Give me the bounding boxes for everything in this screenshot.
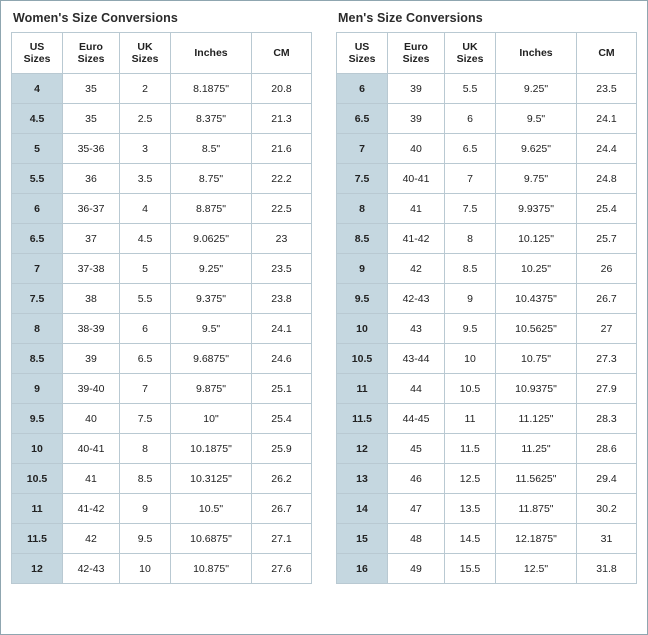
cell-inches: 10" (171, 404, 252, 434)
table-row (337, 194, 637, 224)
cell-uk: 4 (120, 194, 171, 224)
cell-cm: 28.6 (577, 434, 637, 464)
cell-euro: 37 (63, 224, 120, 254)
cell-cm: 31.8 (577, 554, 637, 584)
header-line-1: US (354, 41, 370, 53)
womens-table-head (12, 33, 312, 74)
table-row (12, 224, 312, 254)
cell-uk: 5.5 (120, 284, 171, 314)
cell-cm: 22.2 (252, 164, 312, 194)
header-line-2: Sizes (456, 53, 484, 65)
cell-inches: 9.6875" (171, 344, 252, 374)
cell-us: 5 (12, 134, 63, 164)
cell-inches: 9.25" (496, 74, 577, 104)
table-row (12, 464, 312, 494)
cell-uk: 8 (445, 224, 496, 254)
cell-cm: 26.7 (577, 284, 637, 314)
header-line-2: Sizes (77, 53, 105, 65)
cell-inches: 8.375" (171, 104, 252, 134)
cell-us: 13 (337, 464, 388, 494)
cell-inches: 10.1875" (171, 434, 252, 464)
cell-cm: 26.2 (252, 464, 312, 494)
cell-uk: 7.5 (445, 194, 496, 224)
cell-us: 9.5 (12, 404, 63, 434)
cell-cm: 30.2 (577, 494, 637, 524)
table-row (337, 554, 637, 584)
table-row (337, 224, 637, 254)
table-row (12, 404, 312, 434)
cell-euro: 42 (388, 254, 445, 284)
cell-uk: 11.5 (445, 434, 496, 464)
header-euro-sizes (388, 33, 445, 74)
cell-uk: 2 (120, 74, 171, 104)
cell-cm: 20.8 (252, 74, 312, 104)
cell-inches: 10.9375" (496, 374, 577, 404)
cell-cm: 25.1 (252, 374, 312, 404)
cell-us: 9 (12, 374, 63, 404)
table-row (12, 104, 312, 134)
cell-inches: 12.5" (496, 554, 577, 584)
size-chart-columns (1, 1, 647, 584)
cell-cm: 24.1 (577, 104, 637, 134)
table-row (12, 374, 312, 404)
cell-euro: 46 (388, 464, 445, 494)
table-row (12, 284, 312, 314)
cell-euro: 39 (388, 104, 445, 134)
cell-uk: 5 (120, 254, 171, 284)
cell-euro: 44 (388, 374, 445, 404)
table-row (337, 74, 637, 104)
cell-uk: 8.5 (445, 254, 496, 284)
cell-us: 10 (12, 434, 63, 464)
cell-us: 16 (337, 554, 388, 584)
table-row (337, 134, 637, 164)
cell-uk: 6.5 (120, 344, 171, 374)
table-header-row (12, 33, 312, 74)
table-row (12, 194, 312, 224)
cell-us: 7.5 (12, 284, 63, 314)
cell-euro: 39 (63, 344, 120, 374)
cell-inches: 9.375" (171, 284, 252, 314)
table-row (12, 254, 312, 284)
cell-us: 12 (12, 554, 63, 584)
header-line-1: Euro (404, 41, 428, 53)
cell-inches: 9.0625" (171, 224, 252, 254)
cell-cm: 24.4 (577, 134, 637, 164)
cell-inches: 10.3125" (171, 464, 252, 494)
table-row (12, 524, 312, 554)
cell-inches: 10.4375" (496, 284, 577, 314)
cell-uk: 3.5 (120, 164, 171, 194)
header-line-1: Inches (194, 47, 228, 59)
cell-cm: 24.6 (252, 344, 312, 374)
womens-table-title: Women's Size Conversions (13, 11, 178, 25)
header-line-1: US (29, 41, 45, 53)
table-row (337, 314, 637, 344)
cell-inches: 11.125" (496, 404, 577, 434)
cell-cm: 25.4 (577, 194, 637, 224)
cell-inches: 12.1875" (496, 524, 577, 554)
womens-size-table (11, 32, 312, 584)
cell-us: 8 (12, 314, 63, 344)
cell-euro: 43-44 (388, 344, 445, 374)
womens-size-column (11, 9, 312, 584)
cell-inches: 9.875" (171, 374, 252, 404)
cell-us: 7 (337, 134, 388, 164)
cell-inches: 9.625" (496, 134, 577, 164)
cell-inches: 8.5" (171, 134, 252, 164)
cell-inches: 8.875" (171, 194, 252, 224)
table-row (337, 374, 637, 404)
table-row (337, 434, 637, 464)
cell-euro: 43 (388, 314, 445, 344)
cell-uk: 6.5 (445, 134, 496, 164)
table-row (337, 494, 637, 524)
cell-uk: 9 (120, 494, 171, 524)
cell-euro: 38-39 (63, 314, 120, 344)
cell-us: 4.5 (12, 104, 63, 134)
header-line-1: UK (462, 41, 478, 53)
cell-cm: 21.6 (252, 134, 312, 164)
cell-inches: 10.5" (171, 494, 252, 524)
cell-uk: 8.5 (120, 464, 171, 494)
cell-euro: 42-43 (63, 554, 120, 584)
header-line-2: Sizes (348, 53, 376, 65)
cell-us: 4 (12, 74, 63, 104)
table-row (12, 344, 312, 374)
cell-uk: 6 (120, 314, 171, 344)
cell-cm: 28.3 (577, 404, 637, 434)
cell-inches: 11.5625" (496, 464, 577, 494)
mens-table-head (337, 33, 637, 74)
cell-uk: 9.5 (120, 524, 171, 554)
table-header-row (337, 33, 637, 74)
cell-inches: 10.25" (496, 254, 577, 284)
table-row (337, 464, 637, 494)
cell-inches: 10.75" (496, 344, 577, 374)
cell-cm: 27.6 (252, 554, 312, 584)
cell-us: 8 (337, 194, 388, 224)
header-inches (496, 33, 577, 74)
cell-euro: 36 (63, 164, 120, 194)
cell-us: 8.5 (337, 224, 388, 254)
cell-cm: 25.7 (577, 224, 637, 254)
header-line-2: Sizes (402, 53, 430, 65)
cell-euro: 36-37 (63, 194, 120, 224)
table-row (12, 554, 312, 584)
cell-cm: 25.9 (252, 434, 312, 464)
cell-uk: 10 (445, 344, 496, 374)
cell-cm: 26 (577, 254, 637, 284)
cell-uk: 10 (120, 554, 171, 584)
cell-us: 11 (12, 494, 63, 524)
cell-cm: 24.8 (577, 164, 637, 194)
cell-cm: 23.8 (252, 284, 312, 314)
cell-inches: 10.6875" (171, 524, 252, 554)
cell-euro: 48 (388, 524, 445, 554)
cell-euro: 39-40 (63, 374, 120, 404)
cell-us: 10 (337, 314, 388, 344)
cell-us: 11.5 (12, 524, 63, 554)
header-us-sizes (337, 33, 388, 74)
cell-inches: 10.5625" (496, 314, 577, 344)
cell-cm: 23 (252, 224, 312, 254)
cell-euro: 38 (63, 284, 120, 314)
cell-us: 5.5 (12, 164, 63, 194)
cell-inches: 11.875" (496, 494, 577, 524)
cell-euro: 37-38 (63, 254, 120, 284)
cell-cm: 29.4 (577, 464, 637, 494)
cell-inches: 10.125" (496, 224, 577, 254)
cell-cm: 27.1 (252, 524, 312, 554)
cell-cm: 22.5 (252, 194, 312, 224)
cell-us: 6 (12, 194, 63, 224)
cell-uk: 10.5 (445, 374, 496, 404)
cell-uk: 5.5 (445, 74, 496, 104)
cell-cm: 24.1 (252, 314, 312, 344)
cell-cm: 31 (577, 524, 637, 554)
header-cm (577, 33, 637, 74)
header-uk-sizes (120, 33, 171, 74)
cell-euro: 40 (388, 134, 445, 164)
header-cm (252, 33, 312, 74)
cell-uk: 4.5 (120, 224, 171, 254)
header-euro-sizes (63, 33, 120, 74)
cell-us: 6.5 (12, 224, 63, 254)
cell-euro: 35-36 (63, 134, 120, 164)
cell-euro: 40 (63, 404, 120, 434)
header-line-2: Sizes (23, 53, 51, 65)
cell-euro: 42 (63, 524, 120, 554)
table-row (337, 254, 637, 284)
table-row (12, 434, 312, 464)
cell-inches: 9.25" (171, 254, 252, 284)
cell-cm: 27 (577, 314, 637, 344)
cell-us: 15 (337, 524, 388, 554)
table-row (337, 344, 637, 374)
cell-uk: 11 (445, 404, 496, 434)
cell-inches: 11.25" (496, 434, 577, 464)
cell-uk: 6 (445, 104, 496, 134)
cell-euro: 35 (63, 104, 120, 134)
table-row (12, 164, 312, 194)
cell-inches: 10.875" (171, 554, 252, 584)
cell-cm: 23.5 (577, 74, 637, 104)
mens-table-title: Men's Size Conversions (338, 11, 483, 25)
cell-us: 7.5 (337, 164, 388, 194)
cell-uk: 9 (445, 284, 496, 314)
header-line-1: CM (273, 47, 290, 59)
cell-cm: 21.3 (252, 104, 312, 134)
cell-uk: 14.5 (445, 524, 496, 554)
cell-euro: 45 (388, 434, 445, 464)
table-row (337, 404, 637, 434)
table-row (337, 164, 637, 194)
cell-uk: 2.5 (120, 104, 171, 134)
cell-inches: 8.1875" (171, 74, 252, 104)
table-row (12, 314, 312, 344)
cell-us: 14 (337, 494, 388, 524)
cell-euro: 40-41 (63, 434, 120, 464)
cell-us: 7 (12, 254, 63, 284)
mens-size-column (336, 9, 637, 584)
header-uk-sizes (445, 33, 496, 74)
cell-inches: 9.9375" (496, 194, 577, 224)
cell-inches: 9.75" (496, 164, 577, 194)
cell-us: 9.5 (337, 284, 388, 314)
header-line-1: Euro (79, 41, 103, 53)
cell-euro: 40-41 (388, 164, 445, 194)
cell-us: 10.5 (12, 464, 63, 494)
cell-us: 10.5 (337, 344, 388, 374)
cell-cm: 25.4 (252, 404, 312, 434)
header-inches (171, 33, 252, 74)
cell-cm: 23.5 (252, 254, 312, 284)
cell-euro: 39 (388, 74, 445, 104)
cell-uk: 15.5 (445, 554, 496, 584)
cell-cm: 27.9 (577, 374, 637, 404)
header-line-1: Inches (519, 47, 553, 59)
header-line-2: Sizes (131, 53, 159, 65)
cell-euro: 41-42 (388, 224, 445, 254)
cell-inches: 9.5" (496, 104, 577, 134)
cell-uk: 8 (120, 434, 171, 464)
cell-uk: 13.5 (445, 494, 496, 524)
table-row (12, 494, 312, 524)
table-row (12, 134, 312, 164)
cell-euro: 47 (388, 494, 445, 524)
cell-cm: 27.3 (577, 344, 637, 374)
cell-euro: 41 (63, 464, 120, 494)
cell-us: 6.5 (337, 104, 388, 134)
cell-uk: 9.5 (445, 314, 496, 344)
table-row (337, 284, 637, 314)
cell-uk: 12.5 (445, 464, 496, 494)
table-row (337, 524, 637, 554)
table-row (12, 74, 312, 104)
cell-inches: 9.5" (171, 314, 252, 344)
cell-euro: 49 (388, 554, 445, 584)
cell-us: 9 (337, 254, 388, 284)
cell-euro: 41-42 (63, 494, 120, 524)
cell-cm: 26.7 (252, 494, 312, 524)
mens-table-body (337, 74, 637, 584)
cell-uk: 3 (120, 134, 171, 164)
cell-us: 8.5 (12, 344, 63, 374)
cell-us: 12 (337, 434, 388, 464)
cell-us: 11 (337, 374, 388, 404)
cell-euro: 44-45 (388, 404, 445, 434)
cell-euro: 35 (63, 74, 120, 104)
cell-uk: 7.5 (120, 404, 171, 434)
cell-us: 11.5 (337, 404, 388, 434)
cell-euro: 42-43 (388, 284, 445, 314)
cell-inches: 8.75" (171, 164, 252, 194)
cell-uk: 7 (445, 164, 496, 194)
womens-table-body (12, 74, 312, 584)
header-line-1: CM (598, 47, 615, 59)
cell-uk: 7 (120, 374, 171, 404)
table-row (337, 104, 637, 134)
cell-us: 6 (337, 74, 388, 104)
mens-size-table (336, 32, 637, 584)
header-us-sizes (12, 33, 63, 74)
header-line-1: UK (137, 41, 153, 53)
cell-euro: 41 (388, 194, 445, 224)
